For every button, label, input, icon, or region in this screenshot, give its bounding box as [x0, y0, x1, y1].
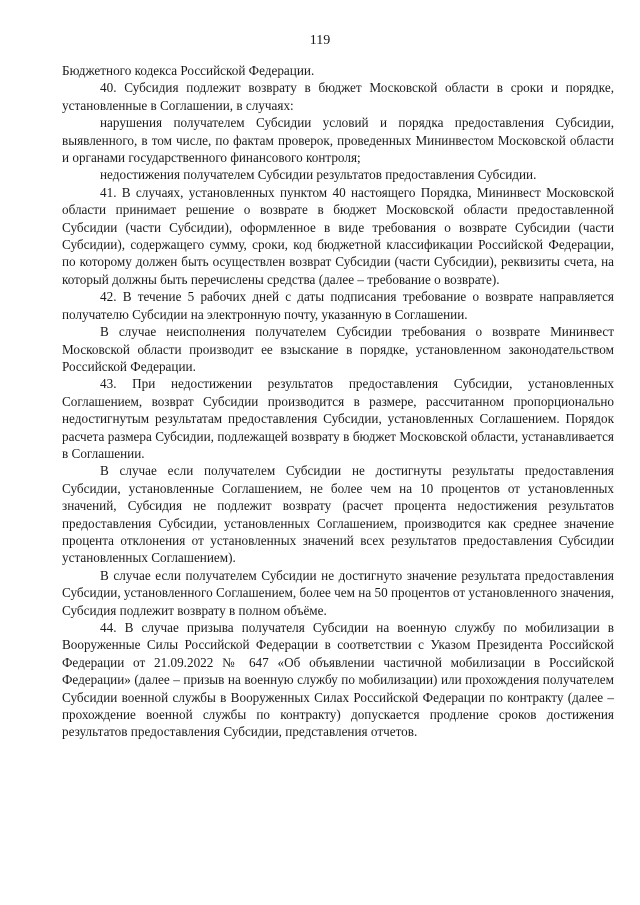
- paragraph-clause-40-case-nonachievement: недостижения получателем Субсидии результатов предоставления Субсидии.: [100, 167, 537, 183]
- page-number: 119: [309, 33, 331, 48]
- paragraph-clause-40: 40. Субсидия подлежит возврату в бюджет Московской области в сроки и порядке, установленные в Соглашении, в случаях:: [62, 80, 614, 113]
- paragraph-clause-43-10-percent: В случае если получателем Субсидии не достигнуты результаты предоставления Субсидии, установленные Соглашением, не более чем на 10 процентов от установленных значений, Субсидия не подлежит возврату (расчет процента недостижения результатов предоставления Субсидии, установленных Соглашением, производится как среднее значение процента отклонения от установленных значений всех результатов предоставления Субсидии установленных Соглашением).: [62, 463, 614, 566]
- paragraph-clause-41: 41. В случаях, установленных пунктом 40 настоящего Порядка, Mининвест Московской области принимает решение о возврате в бюджет Московской области предоставленной Субсидии (части Субсидии), оформленное в виде требования о возврате Субсидии (части Субсидии), содержащего сумму, сроки, код бюджетной классификации Российской Федерации, по которому должен быть осуществлен возврат Субсидии (части Субсидии), реквизиты счета, на который должны быть перечислены средства (далее – требование о возврате).: [62, 184, 614, 287]
- paragraph-clause-42-recovery: В случае неисполнения получателем Субсидии требования о возврате Mининвест Московской области производит ее взыскание в порядке, установленном законодательством Российской Федерации.: [62, 324, 614, 374]
- paragraph-clause-43: 43. При недостижении результатов предоставления Субсидии, установленных Соглашением, возврат Субсидии производится в размере, рассчитанном пропорционально недостигнутым результатам предоставления Субсидии, установленных Соглашением. Порядок расчета размера Субсидии, подлежащей возврату в бюджет Московской области, устанавливается в Соглашении.: [62, 376, 614, 461]
- paragraph-clause-42: 42. В течение 5 рабочих дней с даты подписания требование о возврате направляется получателю Субсидии на электронную почту, указанную в Соглашении.: [62, 289, 614, 322]
- paragraph-clause-40-case-violation: нарушения получателем Субсидии условий и порядка предоставления Субсидии, выявленного, в том числе, по фактам проверок, проведенных Mининвестом Московской области и органами государственного финансового контроля;: [62, 115, 614, 166]
- document-body: [62, 62, 614, 741]
- paragraph-clause-43-50-percent: В случае если получателем Субсидии не достигнуто значение результата предоставления Субсидии, установленного Соглашением, более чем на 50 процентов от установленного значения, Субсидия подлежит возврату в полном объёме.: [62, 567, 614, 618]
- paragraph-clause-44: 44. В случае призыва получателя Субсидии на военную службу по мобилизации в Вооруженные Силы Российской Федерации в соответствии с Указом Президента Российской Федерации от 21.09.2022 № 647 «Об объявлении частичной мобилизации в Российской Федерации» (далее – призыв на военную службу по мобилизации) или прохождения получателем Субсидии военной службы в Вооруженных Силах Российской Федерации по контракту (далее – прохождение военной службы по контракту) допускается продление сроков достижения результатов предоставления Субсидии, представления отчетов.: [62, 620, 614, 740]
- paragraph-budget-code-end: Бюджетного кодекса Российской Федерации.: [62, 63, 315, 78]
